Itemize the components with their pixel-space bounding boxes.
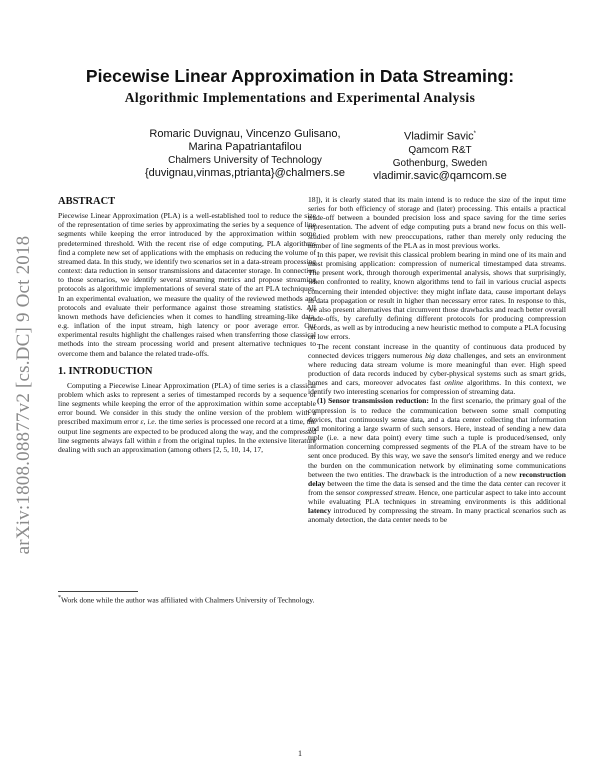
right-paragraph-4: (1) Sensor transmission reduction: In the first scenario, the primary goal of the compression is to reduce the communication between some small computing devices, that continuously sense data, and a data center collecting that information and monitoring a large swarm of such sensors. Here, instead of sending a new data tuple (i.e. a new data point) every time such a tuple is produced/sensed, only information concerning compressed segments of the PLA of the stream have to be sent once produced. By this way, we save the sensor's limited energy and we reduce the burden on the communication network by eliminating some communications between the two entities. The drawback is the introduction of a new reconstruction delay between the time the data is sensed and the time the data center can recover it from the sensor compressed stream. Hence, one particular aspect to take into account while evaluating PLA techniques in streaming environments is this additional latency introduced by compressing the stream. In many practical scenarios such as anomaly detection, the data center needs to be (308, 396, 566, 525)
author-block-qamcom (325, 128, 555, 183)
author-email: {duvignau,vinmas,ptrianta}@chalmers.se (144, 167, 346, 179)
right-paragraph-1: 18]), it is clearly stated that its main intend is to reduce the size of the input time series for both efficiency of storage and (later) processing. This entails a practical trade-off between a bounded precision loss and space saving for the time series representation. The advent of edge computing puts a brand new focus on this well-studied problem with new preoccupations, rather than merely only reducing the number of line segments of the PLA as in most previous works. (308, 195, 566, 250)
author-email: vladimir.savic@qamcom.se (373, 169, 507, 182)
footnote: *Work done while the author was affiliated with Chalmers University of Technology. (58, 595, 315, 605)
left-column (58, 195, 316, 454)
introduction-heading: 1. INTRODUCTION (58, 365, 153, 377)
footnote-marker: * (473, 131, 477, 137)
introduction-paragraph-1: Computing a Piecewise Linear Approximation (PLA) of time series is a classical problem which asks to represent a series of timestamped records by a sequence of line segments while keeping the error of the approximation within some acceptable error bound. We consider in this study the online version of the problem with a prescribed maximum error ε, i.e. the time series is processed one record at a time, the output line segments are expected to be produced along the way, and the compressed line segments always fall within ε from the original tuples. In the extensive literature dealing with such an approximation (among others [2, 5, 10, 14, 17, (58, 380, 316, 454)
abstract-heading: ABSTRACT (58, 196, 116, 207)
author-affiliation: Chalmers University of Technology (168, 155, 322, 166)
author-affiliation-line1: Qamcom R&T (408, 144, 472, 156)
right-column (308, 195, 566, 525)
author-names-line1: Romaric Duvignau, Vincenzo Gulisano, (149, 128, 341, 140)
arxiv-identifier-stamp: arXiv:1808.08877v2 [cs.DC] 9 Oct 2018 (13, 235, 34, 555)
abstract-text: Piecewise Linear Approximation (PLA) is a well-established tool to reduce the size of the representation of time series by approximating the series by a sequence of line segments while keeping the error introduced by the approximation within some predetermined threshold. With the recent rise of edge computing, PLA algorithms find a complete new set of applications with the emphasis on reducing the volume of streamed data. In this study, we identify two scenarios set in a data-stream processing context: data reduction in sensor transmissions and datacenter storage. In connection to those scenarios, we identify several streaming metrics and propose streaming protocols as algorithmic implementations of several state of the art PLA techniques. In an experimental evaluation, we measure the quality of the reviewed methods and protocols and evaluate their performance against those streaming statistics. All known methods have deficiencies when it comes to handling streaming-like data, e.g. inflation of the input stream, high latency or poor average error. Our experimental results highlight the challenges raised when transferring those classical methods into the stream processing world and present alternative techniques to overcome them and balance the related trade-offs. (58, 211, 316, 358)
right-paragraph-3: The recent constant increase in the quantity of continuous data produced by connected devices triggers numerous big data challenges, and sets an environment where reducing data stream volume is more meaningful than ever. High speed production of data records induced by cyber-physical systems such as smart grids, homes and cars, moreover advocates fast online algorithms. In this context, we identify two interesting scenarios for compression of streaming data. (308, 341, 566, 397)
paper-subtitle: Algorithmic Implementations and Experimental Analysis (124, 90, 476, 105)
author-name: Vladimir Savic* (403, 130, 477, 143)
author-names-line2: Marina Papatriantafilou (188, 141, 302, 153)
page-number: 1 (298, 749, 302, 758)
author-affiliation-line2: Gothenburg, Sweden (392, 157, 488, 169)
footnote-rule (58, 591, 138, 592)
right-paragraph-2: In this paper, we revisit this classical problem bearing in mind one of its main and most promising application: compression of numerical timestamped data streams. The present work, through thorough experimental analysis, shows that surprisingly, when confronted to reality, known algorithms tend to fail in various crucial aspects concerning their intended objective: they might inflate data, cause important delays in data propagation or result in higher than necessary error rates. In response to this, we also present alternatives that circumvent those drawbacks and reach better overall trade-offs, by carefully defining different protocols for producing compression records, as well as by introducing a new heuristic method to compute a PLA focusing on low errors. (308, 249, 567, 342)
paper-title: Piecewise Linear Approximation in Data Streaming: (85, 66, 515, 86)
